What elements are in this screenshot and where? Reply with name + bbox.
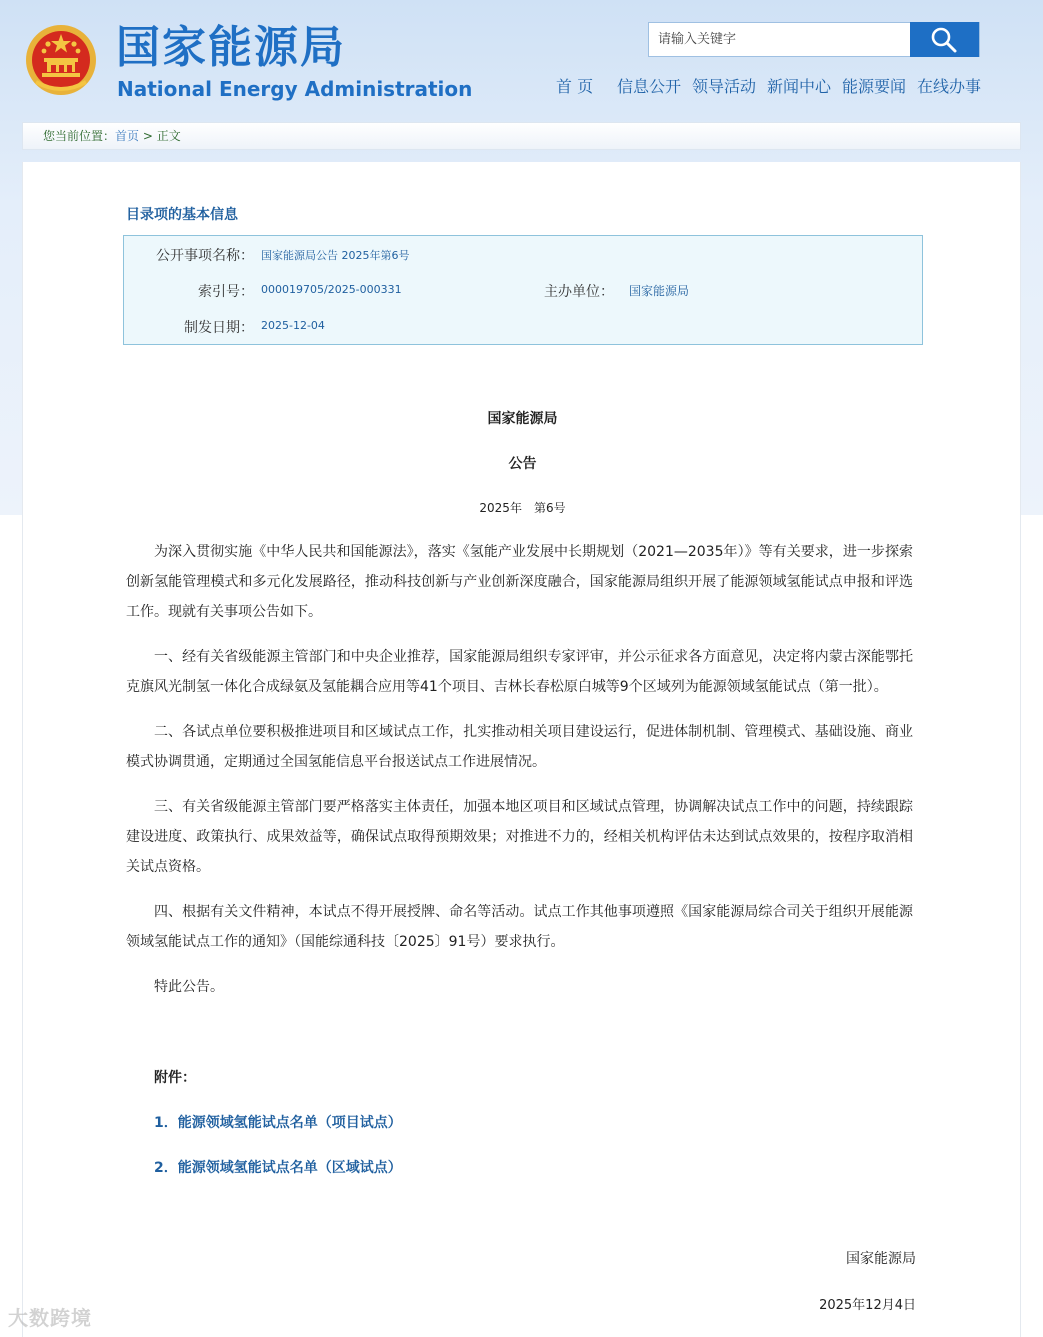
- attachment-link-1[interactable]: 1．能源领域氢能试点名单（项目试点）: [154, 1115, 402, 1131]
- doc-closing: 特此公告。: [154, 979, 224, 995]
- nav-news-center[interactable]: 新闻中心: [767, 77, 832, 96]
- meta-info-box: [123, 235, 923, 345]
- site-title-en[interactable]: National Energy Administration: [117, 77, 473, 101]
- site-title[interactable]: 国家能源局: [116, 22, 346, 73]
- breadcrumb-prefix: 您当前位置：: [43, 129, 116, 143]
- search-icon: [910, 22, 979, 57]
- meta-org-value: 国家能源局: [629, 284, 690, 298]
- nav-info-disclosure[interactable]: 信息公开: [617, 77, 682, 96]
- breadcrumb-home[interactable]: 首页: [115, 129, 140, 143]
- breadcrumb-current: 正文: [156, 129, 181, 143]
- attachments-title: 附件：: [154, 1070, 196, 1086]
- signature-date: 2025年12月4日: [819, 1298, 916, 1313]
- doc-number: 2025年 第6号: [479, 501, 566, 515]
- meta-date-value: 2025-12-04: [261, 319, 325, 332]
- meta-title: 目录项的基本信息: [126, 207, 238, 223]
- search-box: [648, 22, 980, 57]
- breadcrumb-separator: >: [139, 129, 157, 143]
- doc-type: 公告: [508, 456, 537, 472]
- nav-home[interactable]: 首 页: [556, 77, 594, 96]
- meta-date-label: 制发日期：: [184, 320, 254, 336]
- nav-online-services[interactable]: 在线办事: [917, 77, 982, 96]
- breadcrumb: [22, 122, 1021, 150]
- nav-energy-news[interactable]: 能源要闻: [842, 77, 907, 96]
- doc-paragraph-1: 一、经有关省级能源主管部门和中央企业推荐，国家能源局组织专家评审，并公示征求各方面意见，决定将内蒙古深能鄂托克旗风光制氢一体化合成绿氨及氢能耦合应用等41个项目、吉林长春松原白城等9个区域列为能源领域氢能试点（第一批）。: [126, 649, 913, 695]
- watermark: 大数跨境: [8, 1306, 92, 1330]
- meta-name-value: 国家能源局公告 2025年第6号: [261, 249, 410, 262]
- doc-paragraph-3: 三、有关省级能源主管部门要严格落实主体责任，加强本地区项目和区域试点管理，协调解决试点工作中的问题，持续跟踪建设进度、政策执行、成果效益等，确保试点取得预期效果；对推进不力的，经相关机构评估未达到试点效果的，按程序取消相关试点资格。: [126, 799, 913, 875]
- search-input[interactable]: [649, 23, 911, 56]
- doc-paragraph-2: 二、各试点单位要积极推进项目和区域试点工作，扎实推动相关项目建设运行，促进体制机制、管理模式、基础设施、商业模式协调贯通，定期通过全国氢能信息平台报送试点工作进展情况。: [126, 724, 913, 770]
- doc-paragraph-4: 四、根据有关文件精神，本试点不得开展授牌、命名等活动。试点工作其他事项遵照《国家能源局综合司关于组织开展能源领域氢能试点工作的通知》（国能综通科技〔2025〕91号）要求执行。: [126, 904, 913, 950]
- nav-leader-activities[interactable]: 领导活动: [692, 77, 757, 96]
- meta-org-label: 主办单位：: [544, 284, 614, 300]
- search-button[interactable]: [910, 22, 979, 57]
- meta-index-label: 索引号：: [198, 284, 254, 300]
- meta-index-value: 000019705/2025-000331: [261, 283, 402, 296]
- attachment-link-2[interactable]: 2．能源领域氢能试点名单（区域试点）: [154, 1160, 402, 1176]
- main-content: [22, 162, 1021, 1337]
- national-emblem-icon: [24, 22, 98, 98]
- meta-name-label: 公开事项名称：: [156, 248, 254, 264]
- signature-org: 国家能源局: [846, 1251, 916, 1267]
- doc-issuing-org: 国家能源局: [487, 411, 558, 427]
- doc-paragraph-intro: 为深入贯彻实施《中华人民共和国能源法》，落实《氢能产业发展中长期规划（2021—2035年）》等有关要求，进一步探索创新氢能管理模式和多元化发展路径，推动科技创新与产业创新深度融合，国家能源局组织开展了能源领域氢能试点申报和评选工作。现就有关事项公告如下。: [126, 544, 913, 620]
- site-header: [0, 0, 1043, 120]
